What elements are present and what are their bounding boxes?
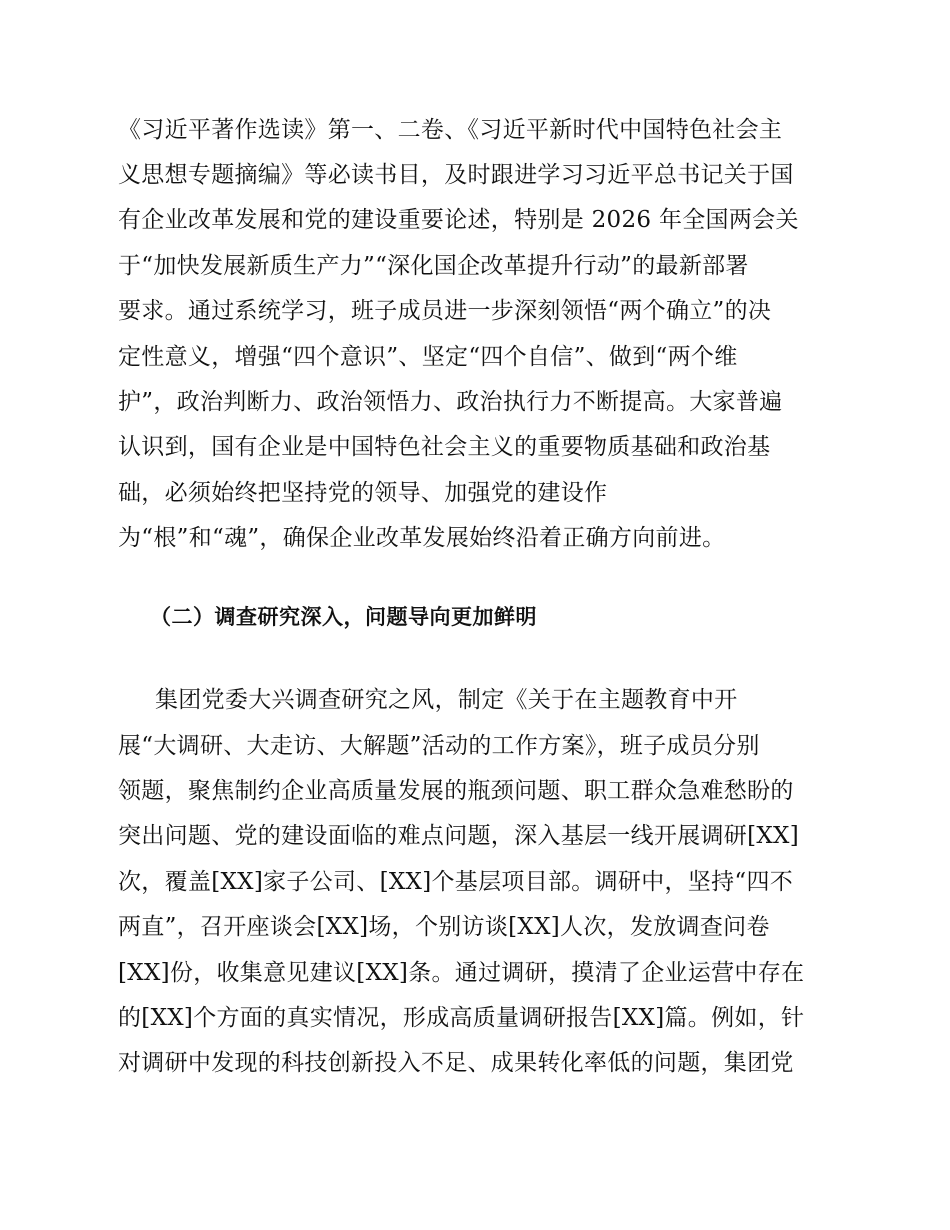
paragraph2-line-7: [XX]份，收集意见建议[XX]条。通过调研，摸清了企业运营中存在: [118, 960, 805, 986]
paragraph2-line-5: 次，覆盖[XX]家子公司、[XX]个基层项目部。调研中，坚持“四不: [118, 869, 794, 895]
paragraph1-line-3: 有企业改革发展和党的建设重要论述，特别是 2026 年全国两会关: [118, 207, 799, 233]
paragraph2-line-9: 对调研中发现的科技创新投入不足、成果转化率低的问题，集团党: [118, 1050, 794, 1076]
paragraph1-line-9: 础，必须始终把坚持党的领导、加强党的建设作: [118, 480, 608, 506]
paragraph1-line-1: 《习近平著作选读》第一、二卷、《习近平新时代中国特色社会主: [118, 117, 783, 143]
paragraph1-line-10: 为“根”和“魂”，确保企业改革发展始终沿着正确方向前进。: [118, 525, 726, 551]
paragraph2-line-6: 两直”，召开座谈会[XX]场，个别访谈[XX]人次，发放调查问卷: [118, 914, 770, 940]
paragraph2-line-4: 突出问题、党的建设面临的难点问题，深入基层一线开展调研[XX]: [118, 823, 799, 849]
paragraph1-line-4: 于“加快发展新质生产力”“深化国企改革提升行动”的最新部署: [118, 253, 749, 279]
paragraph2-line-8: 的[XX]个方面的真实情况，形成高质量调研报告[XX]篇。例如，针: [118, 1005, 805, 1031]
paragraph2-line-1: 集团党委大兴调查研究之风，制定《关于在主题教育中开: [155, 687, 738, 713]
paragraph1-line-6: 定性意义，增强“四个意识”、坚定“四个自信”、做到“两个维: [118, 344, 738, 370]
paragraph1-line-8: 认识到，国有企业是中国特色社会主义的重要物质基础和政治基: [118, 434, 771, 460]
section-heading: （二）调查研究深入，问题导向更加鲜明: [150, 605, 537, 629]
paragraph2-line-2: 展“大调研、大走访、大解题”活动的工作方案》，班子成员分别: [118, 733, 760, 759]
paragraph2-line-3: 领题，聚焦制约企业高质量发展的瓶颈问题、职工群众急难愁盼的: [118, 778, 794, 804]
paragraph1-line-5: 要求。通过系统学习，班子成员进一步深刻领悟“两个确立”的决: [118, 298, 772, 324]
paragraph1-line-7: 护”，政治判断力、政治领悟力、政治执行力不断提高。大家普遍: [118, 389, 783, 415]
paragraph1-line-2: 义思想专题摘编》等必读书目，及时跟进学习习近平总书记关于国: [118, 162, 794, 188]
